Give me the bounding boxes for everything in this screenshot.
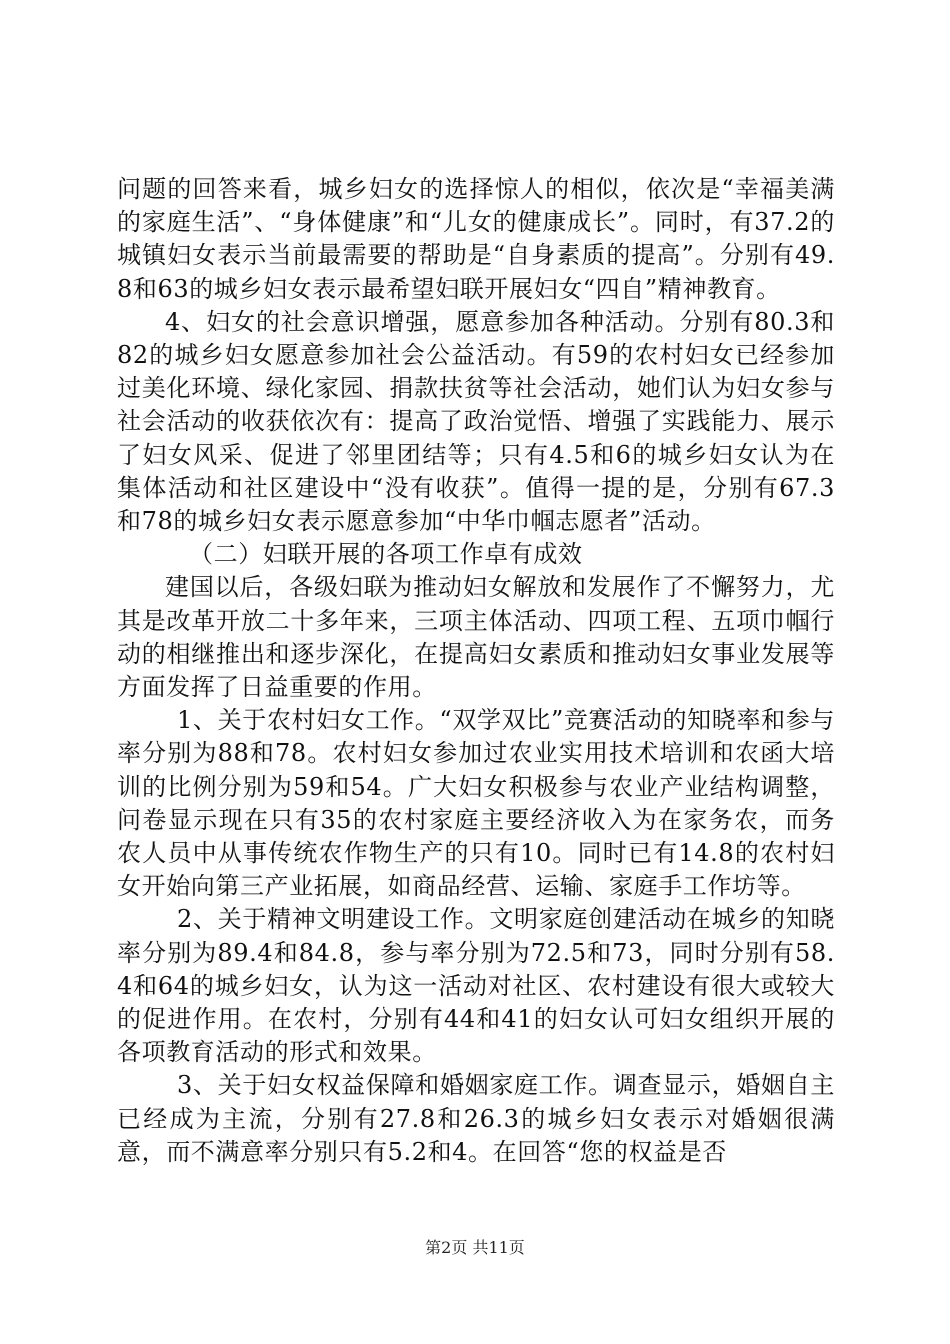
paragraph-continued: 问题的回答来看，城乡妇女的选择惊人的相似，依次是“幸福美满的家庭生活”、“身体健康”和“儿女的健康成长”。同时，有37.2的城镇妇女表示当前最需要的帮助是“自身素质的提高”。分别有49.8和63的城乡妇女表示最希望妇联开展妇女“四自”精神教育。 (117, 175, 835, 303)
page-number-footer: 第2页 共11页 (425, 1238, 525, 1257)
paragraph-since-founding: 建国以后，各级妇联为推动妇女解放和发展作了不懈努力，尤其是改革开放二十多年来，三项主体活动、四项工程、五项巾帼行动的相继推出和逐步深化，在提高妇女素质和推动妇女事业发展等方面发挥了日益重要的作用。 (117, 573, 835, 702)
paragraph-spiritual-civilization: 2、关于精神文明建设工作。文明家庭创建活动在城乡的知晓率分别为89.4和84.8，参与率分别为72.5和73，同时分别有58.4和64的城乡妇女，认为这一活动对社区、农村建设有很大或较大的促进作用。在农村，分别有44和41的妇女认可妇女组织开展的各项教育活动的形式和效果。 (117, 905, 835, 1067)
document-body (117, 173, 835, 1169)
section-heading: （二）妇联开展的各项工作卓有成效 (189, 540, 583, 569)
paragraph-rights-protection: 3、关于妇女权益保障和婚姻家庭工作。调查显示，婚姻自主已经成为主流，分别有27.8和26.3的城乡妇女表示对婚姻很满意，而不满意率分别只有5.2和4。在回答“您的权益是否 (117, 1071, 835, 1166)
paragraph-social-awareness: 4、妇女的社会意识增强，愿意参加各种活动。分别有80.3和82的城乡妇女愿意参加社会公益活动。有59的农村妇女已经参加过美化环境、绿化家园、捐款扶贫等社会活动，她们认为妇女参与社会活动的收获依次有：提高了政治觉悟、增强了实践能力、展示了妇女风采、促进了邻里团结等；只有4.5和6的城乡妇女认为在集体活动和社区建设中“没有收获”。值得一提的是，分别有67.3和78的城乡妇女表示愿意参加“中华巾帼志愿者”活动。 (117, 307, 835, 536)
paragraph-rural-work: 1、关于农村妇女工作。“双学双比”竞赛活动的知晓率和参与率分别为88和78。农村妇女参加过农业实用技术培训和农函大培训的比例分别为59和54。广大妇女积极参与农业产业结构调整，问卷显示现在只有35的农村家庭主要经济收入为在家务农，而务农人员中从事传统农作物生产的只有10。同时已有14.8的农村妇女开始向第三产业拓展，如商品经营、运输、家庭手工作坊等。 (117, 706, 835, 901)
